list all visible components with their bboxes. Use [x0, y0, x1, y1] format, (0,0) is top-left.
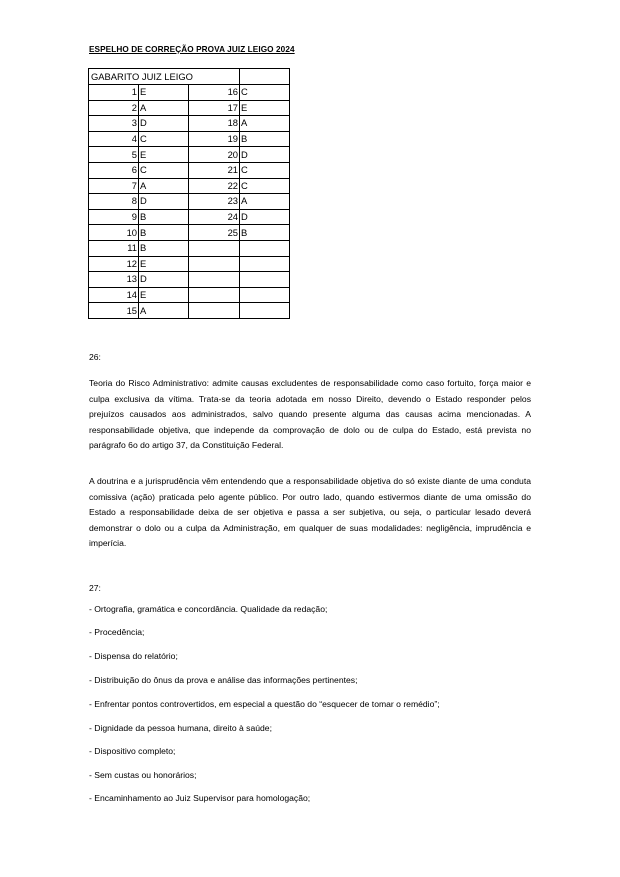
gabarito-row — [89, 256, 290, 272]
criteria-item: - Sem custas ou honorários; — [89, 770, 197, 780]
question-number-cell — [189, 272, 240, 288]
question-number-cell — [189, 256, 240, 272]
answer-letter-cell: B — [139, 209, 189, 225]
answer-letter-cell — [240, 272, 290, 288]
answer-letter-cell — [240, 256, 290, 272]
question-number-cell: 13 — [89, 272, 139, 288]
question-number-cell: 18 — [189, 116, 240, 132]
answer-letter-cell: B — [139, 225, 189, 241]
answer-letter-cell: A — [139, 178, 189, 194]
question-number-cell: 20 — [189, 147, 240, 163]
gabarito-row — [89, 272, 290, 288]
answer-letter-cell: D — [139, 194, 189, 210]
gabarito-header-row — [89, 69, 290, 85]
question-number-cell — [189, 303, 240, 319]
question-number-cell: 16 — [189, 85, 240, 101]
question-27-label: 27: — [89, 583, 101, 593]
question-number-cell: 3 — [89, 116, 139, 132]
question-number-cell: 8 — [89, 194, 139, 210]
gabarito-row — [89, 116, 290, 132]
criteria-item: - Procedência; — [89, 627, 145, 637]
answer-letter-cell: B — [139, 240, 189, 256]
criteria-item: - Enfrentar pontos controvertidos, em especial a questão do “esquecer de tomar o remédio”; — [89, 699, 440, 709]
question-number-cell — [189, 240, 240, 256]
question-number-cell: 17 — [189, 100, 240, 116]
gabarito-row — [89, 131, 290, 147]
answer-letter-cell: A — [240, 116, 290, 132]
answer-letter-cell — [240, 303, 290, 319]
question-number-cell: 6 — [89, 162, 139, 178]
criteria-item: - Distribuição do ônus da prova e análise das informações pertinentes; — [89, 675, 358, 685]
gabarito-header-empty-cell — [240, 69, 290, 85]
answer-letter-cell — [240, 287, 290, 303]
criteria-item: - Encaminhamento ao Juiz Supervisor para homologação; — [89, 793, 311, 803]
answer-letter-cell: C — [139, 131, 189, 147]
gabarito-row — [89, 240, 290, 256]
question-26-paragraph-2: A doutrina e a jurisprudência vêm entendendo que a responsabilidade objetiva do só existe diante de uma conduta comissiva (ação) praticada pelo agente público. Por outro lado, quando estivermos diante de uma omissão do Estado a responsabilidade deixa de ser objetiva e passa a ser subjetiva, ou seja, o particular lesado deverá demonstrar o dolo ou a culpa da Administração, em qualquer de suas modalidades: negligência, imprudência e imperícia. — [89, 476, 531, 549]
gabarito-row — [89, 162, 290, 178]
answer-letter-cell: B — [240, 131, 290, 147]
question-26-label: 26: — [89, 352, 101, 362]
answer-letter-cell: C — [240, 162, 290, 178]
answer-letter-cell: C — [240, 178, 290, 194]
answer-letter-cell: E — [139, 147, 189, 163]
criteria-item: - Dignidade da pessoa humana, direito à saúde; — [89, 723, 272, 733]
answer-letter-cell: D — [240, 209, 290, 225]
answer-letter-cell: D — [139, 272, 189, 288]
gabarito-row — [89, 287, 290, 303]
question-number-cell: 21 — [189, 162, 240, 178]
answer-letter-cell: D — [139, 116, 189, 132]
gabarito-row — [89, 85, 290, 101]
question-number-cell: 1 — [89, 85, 139, 101]
question-number-cell: 14 — [89, 287, 139, 303]
criteria-item: - Dispositivo completo; — [89, 746, 176, 756]
question-number-cell: 10 — [89, 225, 139, 241]
answer-letter-cell — [240, 240, 290, 256]
gabarito-row — [89, 209, 290, 225]
question-number-cell: 19 — [189, 131, 240, 147]
answer-letter-cell: C — [240, 85, 290, 101]
question-number-cell: 12 — [89, 256, 139, 272]
question-number-cell: 23 — [189, 194, 240, 210]
question-number-cell — [189, 287, 240, 303]
answer-letter-cell: E — [139, 256, 189, 272]
gabarito-row — [89, 147, 290, 163]
question-number-cell: 24 — [189, 209, 240, 225]
question-number-cell: 2 — [89, 100, 139, 116]
gabarito-row — [89, 178, 290, 194]
question-number-cell: 15 — [89, 303, 139, 319]
question-number-cell: 25 — [189, 225, 240, 241]
gabarito-row — [89, 303, 290, 319]
answer-letter-cell: E — [139, 287, 189, 303]
answer-letter-cell: A — [139, 100, 189, 116]
question-number-cell: 22 — [189, 178, 240, 194]
gabarito-row — [89, 225, 290, 241]
question-number-cell: 9 — [89, 209, 139, 225]
answer-letter-cell: E — [139, 85, 189, 101]
gabarito-row — [89, 194, 290, 210]
answer-letter-cell: C — [139, 162, 189, 178]
gabarito-row — [89, 100, 290, 116]
answer-letter-cell: E — [240, 100, 290, 116]
criteria-item: - Ortografia, gramática e concordância. Qualidade da redação; — [89, 604, 328, 614]
question-number-cell: 4 — [89, 131, 139, 147]
gabarito-table — [88, 68, 290, 319]
question-number-cell: 7 — [89, 178, 139, 194]
question-number-cell: 11 — [89, 240, 139, 256]
answer-letter-cell: B — [240, 225, 290, 241]
question-number-cell: 5 — [89, 147, 139, 163]
gabarito-header: GABARITO JUIZ LEIGO — [89, 69, 240, 85]
document-title: ESPELHO DE CORREÇÃO PROVA JUIZ LEIGO 2024 — [89, 45, 295, 54]
criteria-item: - Dispensa do relatório; — [89, 651, 178, 661]
answer-letter-cell: A — [139, 303, 189, 319]
answer-letter-cell: D — [240, 147, 290, 163]
question-26-paragraph-1: Teoria do Risco Administrativo: admite causas excludentes de responsabilidade como caso fortuito, força maior e culpa exclusiva da vítima. Trata-se da teoria adotada em nosso Direito, devendo o Estado responder pelos prejuízos causados aos administrados, salvo quando presente alguma das causas acima mencionadas. A responsabilidade objetiva, que independe da comprovação de dolo ou de culpa do Estado, está prevista no parágrafo 6o do artigo 37, da Constituição Federal. — [89, 378, 531, 451]
answer-letter-cell: A — [240, 194, 290, 210]
